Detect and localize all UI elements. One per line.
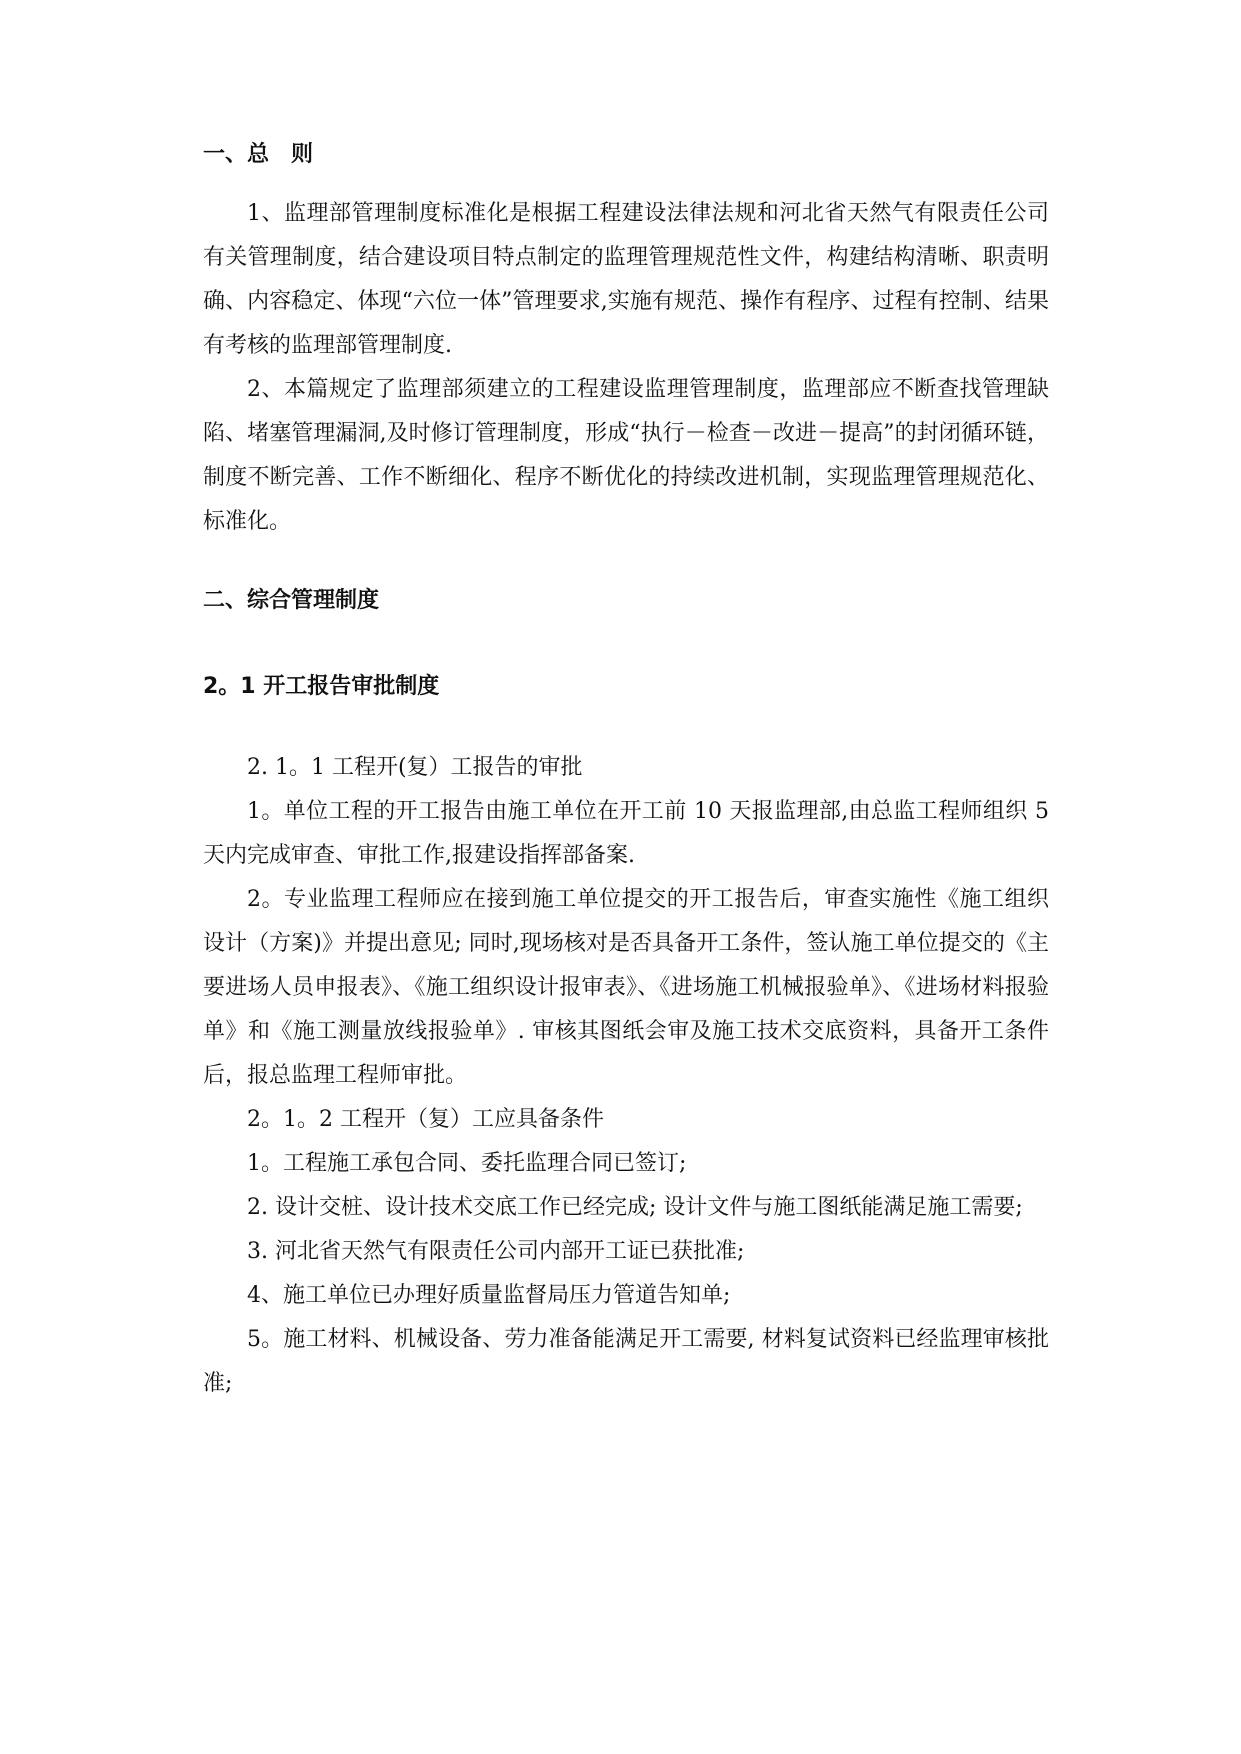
subsection-2-1-2-item-3: 3. 河北省天然气有限责任公司内部开工证已获批准; [247,1239,745,1264]
subsection-2-1-2-item-5: 5。施工材料、机械设备、劳力准备能满足开工需要, 材料复试资料已经监理审核批准; [203,1327,1049,1396]
section-1-heading: 一、总 则 [203,142,314,167]
section-2-heading: 二、综合管理制度 [203,588,380,613]
section-1-paragraph-2: 2、本篇规定了监理部须建立的工程建设监理管理制度，监理部应不断查找管理缺陷、堵塞管理漏洞,及时修订管理制度，形成“执行－检查－改进－提高”的封闭循环链，制度不断完善、工作不断细化、程序不断优化的持续改进机制，实现监理管理规范化、标准化。 [203,377,1049,534]
subsection-2-1-1-item-1: 1。单位工程的开工报告由施工单位在开工前 10 天报监理部,由总监工程师组织 5 天内完成审查、审批工作,报建设指挥部备案. [203,799,1049,868]
subsection-2-1-1-title: 2. 1。1 工程开(复）工报告的审批 [247,755,583,780]
subsection-2-1-2-item-1: 1。工程施工承包合同、委托监理合同已签订; [247,1151,687,1176]
subsection-2-1-1-item-2: 2。专业监理工程师应在接到施工单位提交的开工报告后，审查实施性《施工组织设计（方案)》并提出意见; 同时,现场核对是否具备开工条件，签认施工单位提交的《主要进场人员申报表》、《施工组织设计报审表》、《进场施工机械报验单》、《进场材料报验单》和《施工测量放线报验单》. 审核其图纸会审及施工技术交底资料，具备开工条件后，报总监理工程师审批。 [203,887,1049,1088]
subsection-2-1-2-item-2: 2. 设计交桩、设计技术交底工作已经完成; 设计文件与施工图纸能满足施工需要; [247,1195,1023,1220]
section-1-paragraph-1: 1、监理部管理制度标准化是根据工程建设法律法规和河北省天然气有限责任公司有关管理制度，结合建设项目特点制定的监理管理规范性文件，构建结构清晰、职责明确、内容稳定、体现“六位一体”管理要求,实施有规范、操作有程序、过程有控制、结果有考核的监理部管理制度. [203,201,1049,358]
subsection-2-1-2-title: 2。1。2 工程开（复）工应具备条件 [247,1107,604,1132]
document-body [203,140,1049,1406]
subsection-2-1-2-item-4: 4、施工单位已办理好质量监督局压力管道告知单; [247,1283,731,1308]
section-2-1-heading: 2。1 开工报告审批制度 [203,674,440,699]
